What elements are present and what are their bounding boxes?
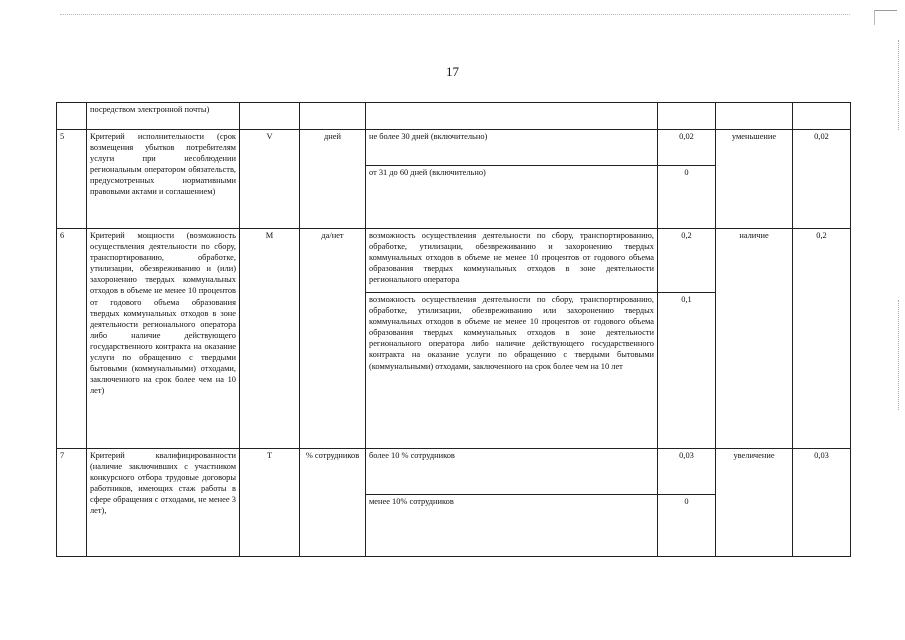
scan-edge-mark [898, 300, 899, 410]
row-number: 7 [57, 449, 87, 557]
table-cell [716, 103, 793, 130]
criterion-symbol: Т [240, 449, 300, 557]
condition-text: возможность осуществления деятельности по сбору, транспортированию, обработке, утилизации, обезвреживанию и захоронению твердых коммунальных отходов в объеме не менее 10 процентов от годового объема образования твердых коммунальных отходов в зоне деятельности регионального оператора [366, 229, 658, 293]
criterion-unit: да/нет [300, 229, 366, 449]
table-cell [300, 103, 366, 130]
condition-text: от 31 до 60 дней (включительно) [366, 166, 658, 229]
direction: уменьшение [716, 130, 793, 229]
condition-text: менее 10% сотрудников [366, 495, 658, 557]
table-row [57, 449, 851, 495]
condition-value: 0,03 [658, 449, 716, 495]
scan-artifact-line [60, 14, 850, 15]
criterion-unit: % сотрудников [300, 449, 366, 557]
condition-value: 0 [658, 166, 716, 229]
condition-value: 0,02 [658, 130, 716, 166]
table-cell [240, 103, 300, 130]
table-cell [366, 103, 658, 130]
criterion-unit: дней [300, 130, 366, 229]
condition-text: более 10 % сотрудников [366, 449, 658, 495]
condition-value: 0,2 [658, 229, 716, 293]
table-row [57, 130, 851, 166]
condition-text: возможность осуществления деятельности по сбору, транспортированию, обработке, утилизации, обезвреживанию или захоронению твердых коммунальных отходов в объеме не менее 10 процентов от годового объема образования твердых коммунальных отходов в зоне деятельности регионального оператора либо наличие действующего государственного контракта на оказание услуги по обращению с твердыми бытовыми (коммунальными) отходами, заключенного на срок более чем на 10 лет [366, 293, 658, 449]
criterion-description: Критерий мощности (возможность осуществления деятельности по сбору, транспортированию, обработке, утилизации, обезвреживанию и (или) захоронению твердых коммунальных отходов в объеме не менее 10 процентов от годового объема образования твердых коммунальных отходов в зоне деятельности регионального оператора либо наличие действующего государственного контракта на оказание услуги по обращению с твердыми бытовыми (коммунальными) отходами, заключенного на срок более чем на 10 лет) [87, 229, 240, 449]
criterion-symbol: М [240, 229, 300, 449]
criterion-continuation: посредством электронной почты) [87, 103, 240, 130]
table-cell [658, 103, 716, 130]
table-row [57, 229, 851, 293]
condition-value: 0 [658, 495, 716, 557]
weight: 0,2 [793, 229, 851, 449]
table-row [57, 103, 851, 130]
scan-corner-mark [874, 10, 897, 25]
scan-edge-mark [898, 40, 899, 130]
row-number: 6 [57, 229, 87, 449]
table-cell [57, 103, 87, 130]
weight: 0,03 [793, 449, 851, 557]
direction: увеличение [716, 449, 793, 557]
weight: 0,02 [793, 130, 851, 229]
page-number: 17 [446, 64, 459, 79]
row-number: 5 [57, 130, 87, 229]
condition-text: не более 30 дней (включительно) [366, 130, 658, 166]
direction: наличие [716, 229, 793, 449]
criteria-table [56, 102, 851, 557]
criterion-symbol: V [240, 130, 300, 229]
table-cell [793, 103, 851, 130]
condition-value: 0,1 [658, 293, 716, 449]
criterion-description: Критерий квалифицированности (наличие заключивших с участником конкурсного отбора трудовые договоры работников, имеющих стаж работы в сфере обращения с отходами, не менее 3 лет), [87, 449, 240, 557]
criterion-description: Критерий исполнительности (срок возмещения убытков потребителям услуги при несоблюдении региональным оператором обязательств, предусмотренных нормативными правовыми актами и соглашением) [87, 130, 240, 229]
